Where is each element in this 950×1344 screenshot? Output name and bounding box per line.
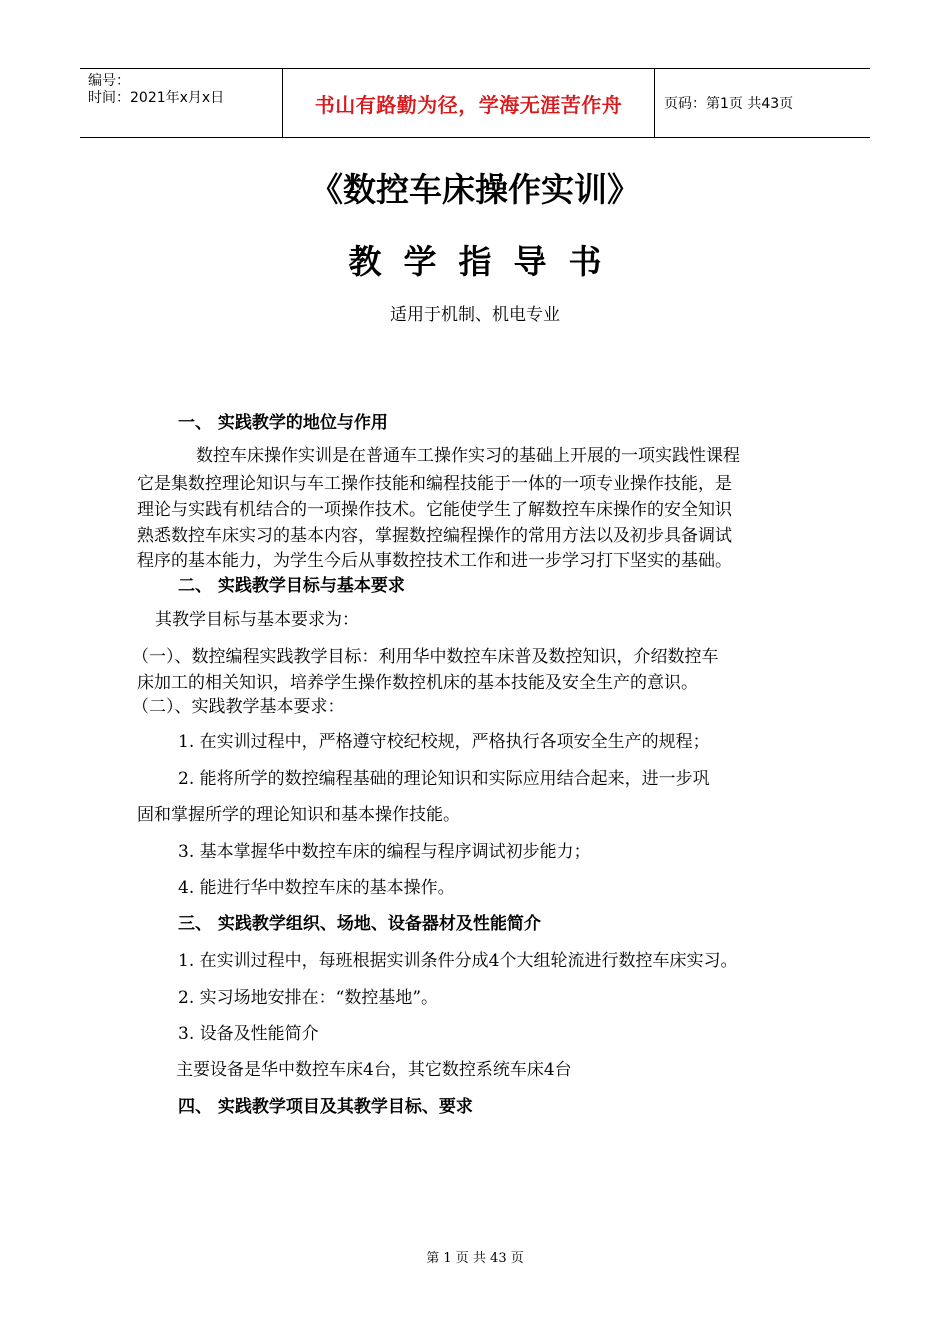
goal-line: 床加工的相关知识，培养学生操作数控机床的基本技能及安全生产的意识。 (137, 673, 698, 693)
page-footer: 第 1 页 共 43 页 (426, 1251, 524, 1266)
serial-number-label: 编号： (88, 73, 130, 89)
date-label: 时间：2021年x月x日 (88, 90, 225, 106)
section-heading-1: 一、 实践教学的地位与作用 (178, 413, 388, 433)
section-heading-3: 三、 实践教学组织、场地、设备器材及性能简介 (178, 914, 541, 934)
list-item: 1. 在实训过程中，每班根据实训条件分成4个大组轮流进行数控车床实习。 (178, 951, 738, 971)
document-subtitle: 教学指导书 (348, 242, 624, 281)
paragraph-line: 程序的基本能力，为学生今后从事数控技术工作和进一步学习打下坚实的基础。 (137, 551, 732, 571)
paragraph-line: 熟悉数控车床实习的基本内容，掌握数控编程操作的常用方法以及初步具备调试 (137, 526, 732, 546)
goal-line: （一）、数控编程实践教学目标：利用华中数控车床普及数控知识，介绍数控车 (132, 647, 719, 667)
motto-text: 书山有路勤为径，学海无涯苦作舟 (314, 92, 623, 117)
list-item: 2. 实习场地安排在：“数控基地”。 (178, 988, 439, 1008)
applicable-majors: 适用于机制、机电专业 (390, 305, 560, 325)
section-heading-4: 四、 实践教学项目及其教学目标、要求 (178, 1097, 473, 1117)
paragraph-line: 数控车床操作实训是在普通车工操作实习的基础上开展的一项实践性课程 (196, 446, 740, 466)
equipment-line: 主要设备是华中数控车床4台，其它数控系统车床4台 (176, 1060, 572, 1080)
section-heading-2: 二、 实践教学目标与基本要求 (178, 576, 405, 596)
list-item: 3. 基本掌握华中数控车床的编程与程序调试初步能力； (178, 842, 591, 862)
header-motto-cell (282, 69, 655, 137)
section-intro: 其教学目标与基本要求为： (155, 610, 359, 630)
list-item: 3. 设备及性能简介 (178, 1024, 319, 1044)
header-page-cell (655, 69, 870, 137)
requirements-heading: （二）、实践教学基本要求： (132, 697, 345, 717)
list-item: 1. 在实训过程中，严格遵守校纪校规，严格执行各项安全生产的规程； (178, 732, 710, 752)
paragraph-line: 理论与实践有机结合的一项操作技术。它能使学生了解数控车床操作的安全知识 (137, 500, 732, 520)
header-left-cell (80, 69, 282, 137)
page-info: 页码：第1页 共43页 (664, 96, 794, 112)
paragraph-line: 它是集数控理论知识与车工操作技能和编程技能于一体的一项专业操作技能，是 (137, 474, 732, 494)
document-title: 《数控车床操作实训》 (310, 170, 640, 209)
document-header (80, 68, 870, 138)
list-item-continuation: 固和掌握所学的理论知识和基本操作技能。 (137, 805, 460, 825)
list-item: 4. 能进行华中数控车床的基本操作。 (178, 878, 455, 898)
list-item: 2. 能将所学的数控编程基础的理论知识和实际应用结合起来，进一步巩 (178, 769, 710, 789)
